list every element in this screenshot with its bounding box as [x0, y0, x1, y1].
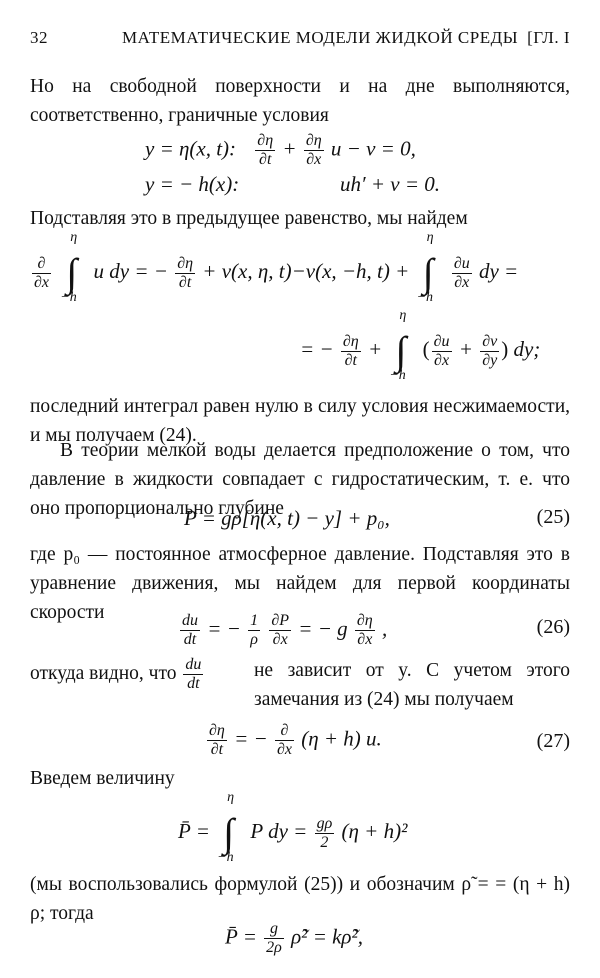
paragraph-2: Подставляя это в предыдущее равенство, мы найдем [30, 208, 468, 229]
bc2-right: uh′ + v = 0. [340, 172, 441, 196]
boundary-condition-bottom [145, 172, 441, 197]
paragraph-7: Введем величину [30, 768, 175, 789]
paragraph-8: (мы воспользовались формулой (25)) и обозначим ρ̃ = = (η + h) ρ; тогда [30, 874, 570, 924]
equation-number-26: (26) [536, 616, 570, 638]
integral-equation-line-1: $\frac{\partial}{\partial x}$ η ∫ −h u dy = − $\frac{\partial\eta}{\partial t}$ + v(x, η, t)−v(x, −h, t) + η ∫ −h $\frac{\partial u}{\partial x}$ dy = [34, 230, 519, 305]
paragraph-4: В теории мелкой воды делается предположение о том, что давление в жидкости совпадает с гидростатическим, т. е. что оно пропорционально глубине [30, 440, 570, 519]
paragraph-6-rest: не зависит от y. С учетом этого замечания из (24) мы получаем [254, 660, 570, 710]
paragraph-5: где p₀ — постоянное атмосферное давление. Подставляя это в уравнение движения, мы найдем для первой координаты скорости [30, 544, 570, 623]
equation-27: $\frac{\partial\eta}{\partial t}$ = − $\frac{\partial}{\partial x}$ (η + h) u. [209, 722, 382, 758]
chapter-label: [ГЛ. I [527, 28, 570, 47]
bc2-left: y = − h(x): [145, 172, 240, 196]
running-header [30, 28, 570, 52]
equation-25: P = gρ[η(x, t) − y] + p₀, [184, 506, 390, 530]
text-p6a: откуда видно, что [30, 662, 177, 684]
header-title: МАТЕМАТИЧЕСКИЕ МОДЕЛИ ЖИДКОЙ СРЕДЫ [122, 28, 519, 47]
equation-p-bar-tilde: P̄ = $\frac{g}{2\rho}$ ρ̃² = kρ̃², [225, 920, 364, 956]
equation-number-25: (25) [536, 506, 570, 528]
paragraph-3: последний интеграл равен нулю в силу условия несжимаемости, и мы получаем (24). [30, 396, 570, 446]
equation-p-bar: P̄ = η ∫ −h P dy = $\frac{g\rho}{2}$ (η + h)² [178, 790, 408, 865]
integral-equation-line-2: = − $\frac{\partial\eta}{\partial t}$ + η ∫ −h ( $\frac{\partial u}{\partial x}$ + $\frac{\partial v}{\partial y}$ ) dy; [300, 308, 541, 383]
equation-26: $\frac{du}{dt}$ = − $\frac{1}{\rho}$ $\frac{\partial P}{\partial x}$ = − g $\frac{\partial\eta}{\partial x}$ , [182, 612, 388, 648]
equation-number-27: (27) [536, 730, 570, 752]
page-number: 32 [30, 28, 48, 47]
boundary-condition-surface: y = η(x, t): $\frac{\partial\eta}{\partial t}$ + $\frac{\partial\eta}{\partial x}$ u − v = 0, [145, 132, 416, 168]
bc1-left: y = η(x, t): [145, 136, 237, 161]
paragraph-6-line-1: откуда видно, что $\frac{du}{dt}$ [30, 656, 202, 692]
paragraph-1: Но на свободной поверхности и на дне выполняются, соответственно, граничные условия [30, 76, 570, 126]
